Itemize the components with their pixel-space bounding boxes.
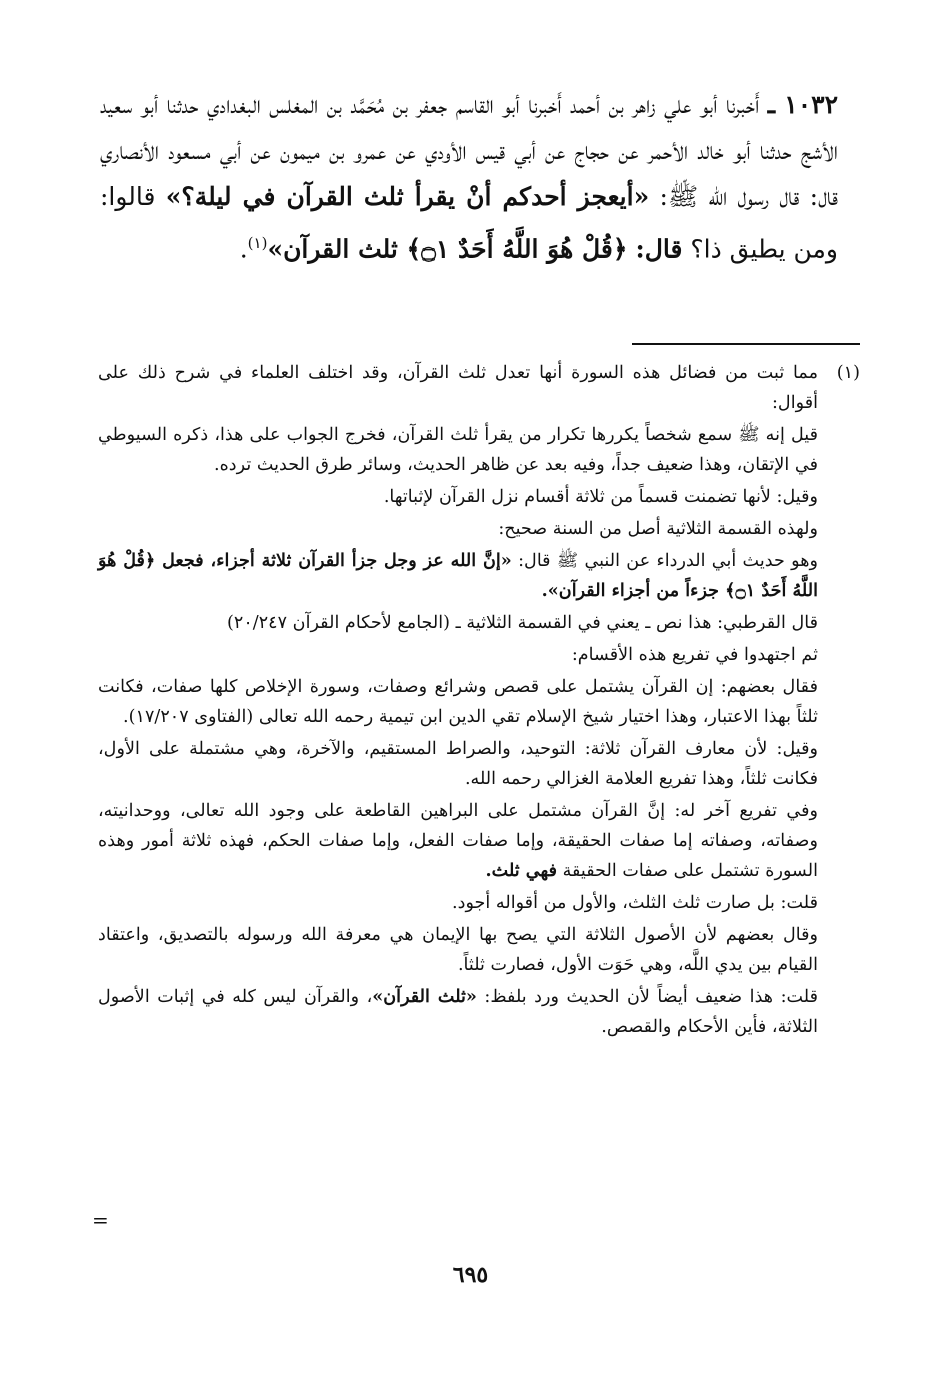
footnote-reference: (١): [247, 234, 268, 252]
hadith-text: [100, 82, 838, 272]
hadith-middle: قالوا: ومن يطيق ذا؟: [100, 182, 838, 264]
footnote-para-9: [98, 796, 818, 886]
footnote-para-9-text: وفي تفريع آخر له: إنَّ القرآن مشتمل على البراهين القاطعة على وجود الله تعالى، ووحدانيته، وصفاته، وصفاته إما صفات الحقيقة، وإما صفات الفعل، وإما صفات الحكم، فهذه ثلاثة أمور وهذه السورة تشتمل على صفات الحقيقة: [98, 801, 818, 881]
footnote-para-5: قال القرطبي: هذا نص ـ يعني في القسمة الثلاثية ـ (الجامع لأحكام القرآن ٢٠/٢٤٧): [227, 613, 818, 633]
footnote-para-2: وقيل: لأنها تضمنت قسماً من ثلاثة أقسام نزل القرآن لإثباتها.: [383, 487, 818, 507]
page-number: ٦٩٥: [452, 1262, 489, 1288]
footnote-continuation: [98, 420, 818, 1042]
footnote-para-4: [98, 546, 818, 606]
footnote-para-3: ولهذه القسمة الثلاثية أصل من السنة صحيح:: [498, 519, 818, 539]
footnote-para-12-lead: قلت: هذا ضعيف أيضاً لأن الحديث ورد بلفظ:: [484, 987, 819, 1007]
footnote-para-10: قلت: بل صارت ثلث الثلث، والأول من أقواله أجود.: [452, 893, 818, 913]
hadith-qala: قال:: [635, 234, 683, 264]
hadith-end: .: [239, 234, 248, 264]
hadith-quote-1: «أيعجز أحدكم أنْ يقرأ ثلث القرآن في ليلة؟»: [165, 182, 650, 211]
continuation-mark: =: [92, 1208, 109, 1232]
footnote-intro: مما ثبت من فضائل هذه السورة أنها تعدل ثلث القرآن، وقد اختلف العلماء في شرح ذلك على أقوال:: [98, 363, 818, 413]
footnote-para-9-end: فهي ثلث.: [485, 860, 557, 881]
hadith-quote-2: ﴿قُلْ هُوَ اللَّهُ أَحَدٌ ۝١﴾ ثلث القرآن»: [267, 234, 628, 264]
footnote-section: [98, 358, 860, 1044]
hadith-number: ١٠٣٢ ـ: [767, 90, 839, 119]
footnote-para-4-lead: وهو حديث أبي الدرداء عن النبي ﷺ قال:: [518, 551, 818, 571]
footnote-para-11: وقال بعضهم لأن الأصول الثلاثة التي يصح بها الإيمان هي معرفة الله ورسوله بالتصديق، واعتقاد القيام بين يدي اللَّه، وهي حَوَت الأول، فصارت ثلثاً.: [98, 925, 818, 975]
footnote-para-8: وقيل: لأن معارف القرآن ثلاثة: التوحيد، والصراط المستقيم، والآخرة، وهي مشتملة على الأول، فكانت ثلثاً، وهذا تفريع العلامة الغزالي رحمه الله.: [98, 739, 818, 789]
footnote-para-12-rest: ، والقرآن ليس كله في إثبات الأصول الثلاثة، فأين الأحكام والقصص.: [98, 987, 818, 1037]
footnote-marker: (١): [836, 363, 860, 383]
footnote-para-7: فقال بعضهم: إن القرآن يشتمل على قصص وشرائع وصفات، وسورة الإخلاص كلها صفات، فكانت ثلثاً بهذا الاعتبار، وهذا اختيار شيخ الإسلام تقي الدين ابن تيمية رحمه الله تعالى (الفتاوى ١٧/٢٠٧).: [98, 677, 818, 727]
footnote-para-6: ثم اجتهدوا في تفريع هذه الأقسام:: [571, 645, 818, 665]
footnote-para-1: قيل إنه ﷺ سمع شخصاً يكررها تكرار من يقرأ ثلث القرآن، فخرج الجواب على هذا، ذكره السيوطي في الإتقان، وهذا ضعيف جداً، وفيه بعد عن ظاهر الحديث، وسائر طرق الحديث ترده.: [98, 425, 818, 475]
footnote-para-4-quote: «إنَّ الله عز وجل جزأ القرآن ثلاثة أجزاء، فجعل ﴿قُلْ هُوَ اللَّهُ أَحَدٌ ۝١﴾ جزءاً من أجزاء القرآن».: [98, 550, 818, 601]
footnote-para-12-quote: «ثلث القرآن»: [372, 986, 477, 1007]
footnote-para-12: [98, 982, 818, 1042]
footnote-divider: [632, 343, 860, 345]
hadith-isnad: أَخبرنا أبو علي زاهر بن أحمد أَخبرنا أبو القاسم جعفر بن مُحَمَّد بن المغلس البغدادي حدثنا أبو سعيد الأشج حدثنا أبو خالد الأحمر عن حجاج عن أبي قيس الأودي عن عمرو بن ميمون عن أبي مسعود الأنصاري قال: قال رسول الله ﷺ:: [100, 90, 838, 211]
